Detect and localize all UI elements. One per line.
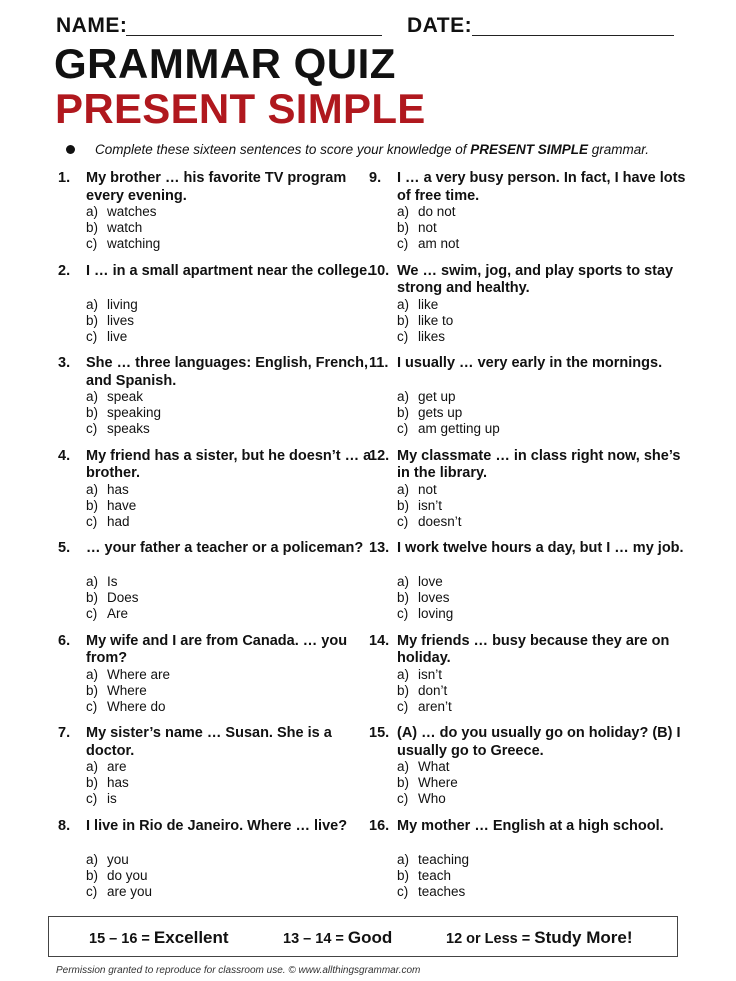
score-good: 13 – 14 = Good bbox=[283, 928, 393, 947]
option-a: a) do not bbox=[397, 204, 456, 219]
date-label: DATE: bbox=[407, 14, 473, 37]
question-14 bbox=[369, 631, 689, 721]
question-text: My friend has a sister, but he doesn’t … a brother. bbox=[86, 447, 372, 481]
option-a: a) teaching bbox=[397, 851, 470, 867]
score-study-more: 12 or Less = Study More! bbox=[446, 928, 633, 947]
option-b: b) don’t bbox=[397, 682, 448, 698]
option-c: c) am not bbox=[397, 236, 460, 251]
options bbox=[86, 667, 170, 715]
option-b: b) do you bbox=[86, 867, 148, 883]
question-7 bbox=[58, 723, 378, 813]
option-c: c) had bbox=[86, 513, 130, 529]
question-text: My brother … his favorite TV program every evening. bbox=[86, 170, 347, 204]
option-b: b) have bbox=[86, 497, 137, 513]
question-11 bbox=[369, 353, 689, 443]
option-c: c) is bbox=[86, 791, 117, 806]
question-number: 16. bbox=[369, 817, 390, 834]
options bbox=[397, 759, 458, 807]
option-a: a) What bbox=[397, 759, 450, 774]
question-text: My classmate … in class right now, she’s in the library. bbox=[397, 447, 681, 481]
question-number: 1. bbox=[58, 170, 71, 186]
option-b: b) Where bbox=[397, 775, 458, 790]
option-b: b) like to bbox=[397, 312, 454, 328]
question-4 bbox=[58, 446, 378, 536]
option-b: b) gets up bbox=[397, 405, 463, 420]
options bbox=[397, 667, 452, 715]
option-a: a) are bbox=[86, 759, 127, 774]
question-number: 7. bbox=[58, 725, 71, 741]
page-title: GRAMMAR QUIZ bbox=[54, 40, 396, 87]
options bbox=[86, 759, 129, 807]
option-c: c) live bbox=[86, 328, 128, 344]
question-5 bbox=[58, 538, 378, 628]
name-label: NAME: bbox=[56, 14, 128, 37]
option-c: c) Where do bbox=[86, 698, 166, 714]
question-number: 3. bbox=[58, 355, 71, 371]
question-text: My wife and I are from Canada. … you from? bbox=[86, 632, 348, 666]
option-c: c) speaks bbox=[86, 421, 150, 436]
option-b: b) has bbox=[86, 775, 129, 790]
option-c: c) am getting up bbox=[397, 421, 500, 436]
question-number: 4. bbox=[58, 447, 71, 464]
question-12 bbox=[369, 446, 689, 536]
question-text: We … swim, jog, and play sports to stay strong and healthy. bbox=[397, 262, 674, 296]
score-excellent: 15 – 16 = Excellent bbox=[89, 928, 229, 947]
options bbox=[397, 389, 500, 437]
option-a: a) get up bbox=[397, 389, 456, 404]
question-8 bbox=[58, 816, 378, 906]
option-a: a) love bbox=[397, 574, 443, 589]
score-box bbox=[48, 916, 678, 957]
question-number: 12. bbox=[369, 447, 390, 464]
option-a: a) speak bbox=[86, 389, 144, 404]
option-c: c) watching bbox=[86, 236, 161, 251]
question-text: I live in Rio de Janeiro. Where … live? bbox=[86, 817, 348, 834]
option-c: c) Who bbox=[397, 791, 446, 806]
question-16 bbox=[369, 816, 689, 906]
question-number: 8. bbox=[58, 817, 71, 834]
question-text: I usually … very early in the mornings. bbox=[397, 355, 663, 371]
option-b: b) watch bbox=[86, 220, 143, 235]
option-a: a) isn’t bbox=[397, 666, 443, 682]
options bbox=[86, 852, 152, 900]
question-text: I work twelve hours a day, but I … my job. bbox=[397, 540, 684, 556]
question-text: My mother … English at a high school. bbox=[397, 817, 664, 834]
page-subtitle: PRESENT SIMPLE bbox=[55, 85, 426, 132]
question-9 bbox=[369, 168, 689, 258]
question-number: 5. bbox=[58, 540, 71, 556]
option-b: b) loves bbox=[397, 590, 450, 605]
option-b: b) isn’t bbox=[397, 497, 443, 513]
question-text: (A) … do you usually go on holiday? (B) I usually go to Greece. bbox=[397, 725, 681, 759]
options bbox=[86, 204, 160, 252]
option-a: a) Where are bbox=[86, 666, 171, 682]
option-b: b) teach bbox=[397, 867, 452, 883]
question-2 bbox=[58, 261, 378, 351]
question-13 bbox=[369, 538, 689, 628]
option-a: a) has bbox=[86, 481, 129, 497]
question-text: I … in a small apartment near the college. bbox=[86, 262, 372, 279]
option-a: a) watches bbox=[86, 204, 157, 219]
option-c: c) loving bbox=[397, 606, 454, 621]
options bbox=[397, 574, 453, 622]
options bbox=[397, 482, 462, 530]
option-c: c) doesn’t bbox=[397, 513, 462, 529]
date-field-line bbox=[472, 35, 674, 36]
question-1 bbox=[58, 168, 378, 258]
header-row bbox=[56, 14, 676, 42]
instruction-text: Complete these sixteen sentences to score your knowledge of PRESENT SIMPLE grammar. bbox=[95, 142, 650, 157]
option-c: c) are you bbox=[86, 883, 153, 899]
option-a: a) you bbox=[86, 851, 129, 867]
option-a: a) Is bbox=[86, 574, 118, 589]
option-b: b) not bbox=[397, 220, 437, 235]
option-b: b) speaking bbox=[86, 405, 162, 420]
option-c: c) aren’t bbox=[397, 698, 452, 714]
option-b: b) Where bbox=[86, 682, 147, 698]
permission-footer: Permission granted to reproduce for classroom use. © www.allthingsgrammar.com bbox=[56, 965, 421, 976]
question-6 bbox=[58, 631, 378, 721]
option-a: a) like bbox=[397, 296, 439, 312]
question-number: 10. bbox=[369, 262, 390, 279]
options bbox=[397, 204, 459, 252]
question-text: She … three languages: English, French, and Spanish. bbox=[86, 355, 368, 389]
question-15 bbox=[369, 723, 689, 813]
question-number: 13. bbox=[369, 540, 390, 556]
options bbox=[397, 852, 469, 900]
question-number: 11. bbox=[369, 355, 389, 371]
question-10 bbox=[369, 261, 689, 351]
option-c: c) likes bbox=[397, 328, 446, 344]
options bbox=[86, 389, 161, 437]
bullet-icon bbox=[66, 145, 75, 154]
question-text: … your father a teacher or a policeman? bbox=[86, 540, 364, 556]
question-text: My friends … busy because they are on holiday. bbox=[397, 632, 670, 666]
option-b: b) Does bbox=[86, 590, 139, 605]
options bbox=[397, 297, 453, 345]
option-c: c) Are bbox=[86, 606, 129, 621]
options bbox=[86, 574, 139, 622]
option-c: c) teaches bbox=[397, 883, 466, 899]
question-number: 14. bbox=[369, 632, 390, 649]
question-3 bbox=[58, 353, 378, 443]
option-b: b) lives bbox=[86, 312, 135, 328]
question-number: 6. bbox=[58, 632, 71, 649]
option-a: a) living bbox=[86, 296, 138, 312]
question-number: 2. bbox=[58, 262, 71, 279]
question-text: I … a very busy person. In fact, I have lots of free time. bbox=[397, 170, 686, 204]
question-number: 15. bbox=[369, 725, 390, 741]
options bbox=[86, 482, 136, 530]
question-number: 9. bbox=[369, 170, 382, 186]
question-text: My sister’s name … Susan. She is a doctor. bbox=[86, 725, 332, 759]
option-a: a) not bbox=[397, 481, 437, 497]
options bbox=[86, 297, 138, 345]
name-field-line bbox=[126, 35, 382, 36]
